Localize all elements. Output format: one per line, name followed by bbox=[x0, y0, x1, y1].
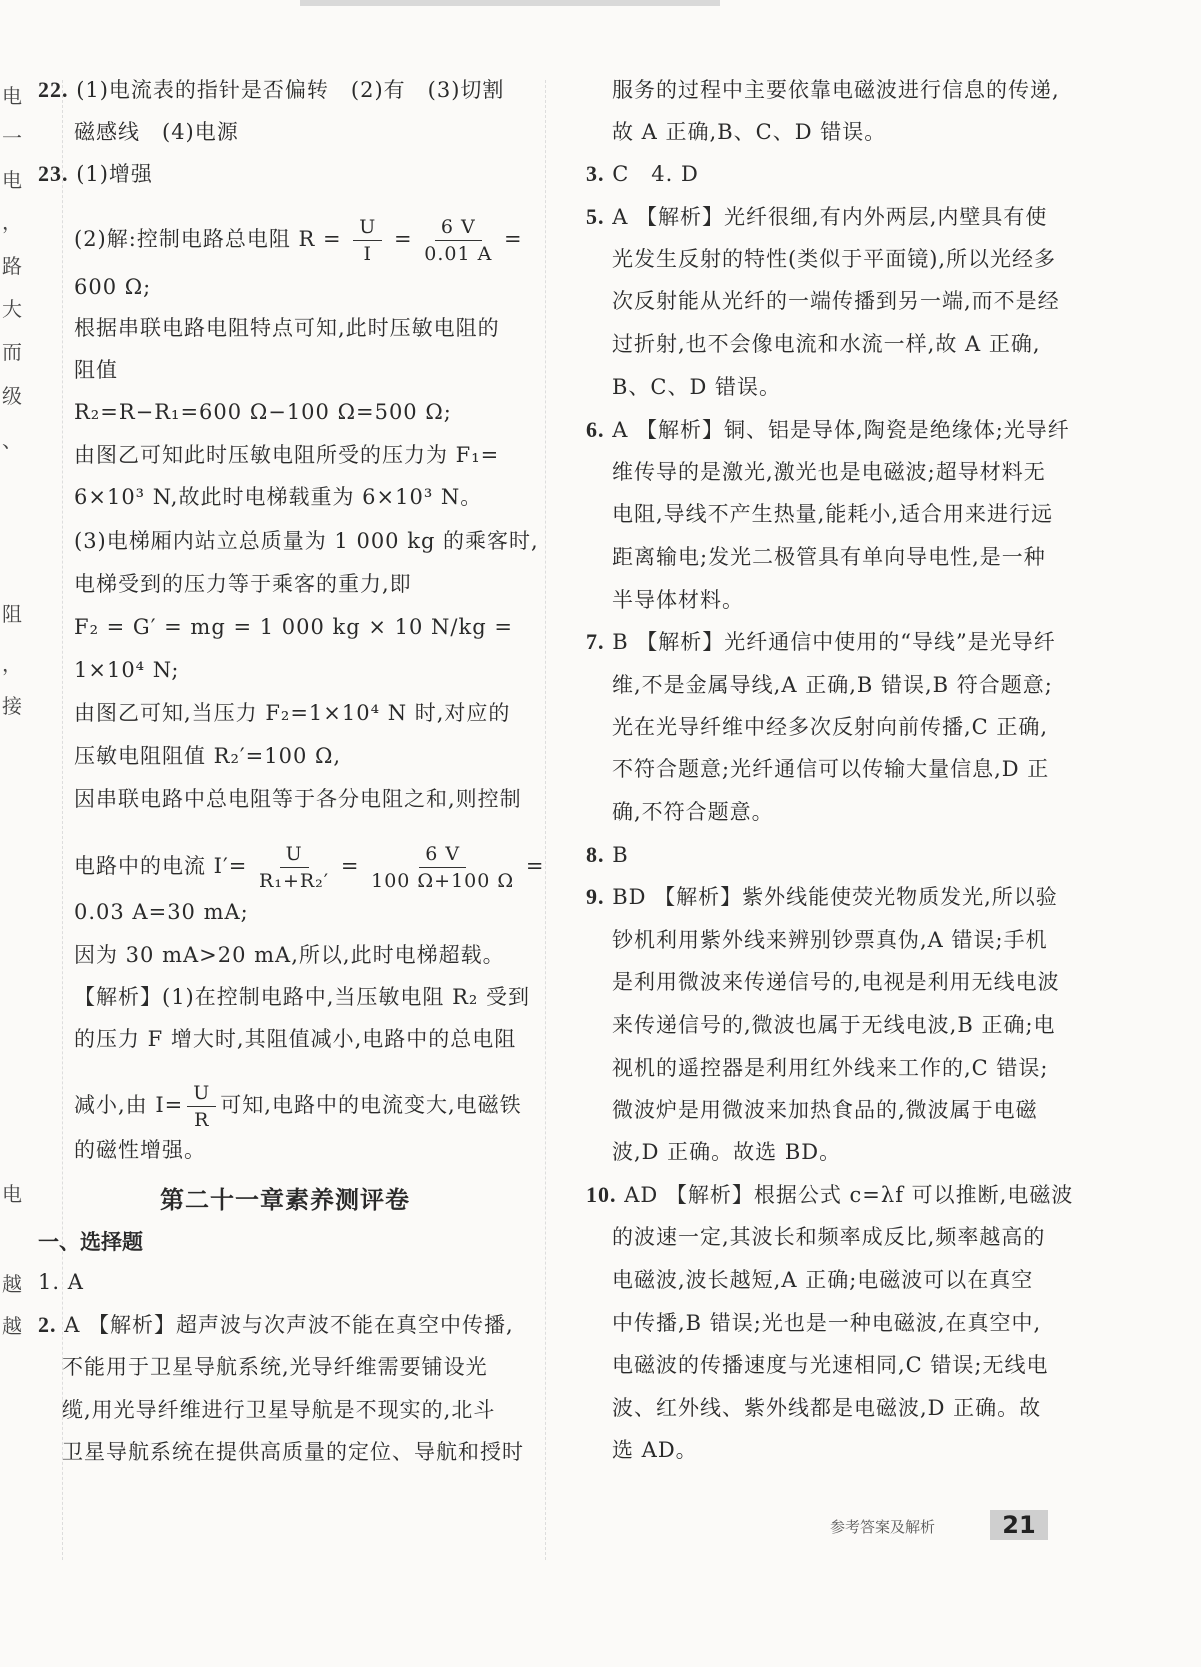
numerator: U bbox=[187, 1080, 216, 1107]
answer-text: 的波速一定,其波长和频率成反比,频率越高的 bbox=[612, 1225, 1046, 1249]
answer-text: 来传递信号的,微波也属于无线电波,B 正确;电 bbox=[612, 1013, 1056, 1037]
denominator: I bbox=[363, 243, 373, 265]
question-number: 7. bbox=[586, 629, 605, 654]
answer-text: 电磁波,波长越短,A 正确;电磁波可以在真空 bbox=[612, 1268, 1034, 1292]
question-number: 23. bbox=[38, 161, 69, 186]
answer-line bbox=[612, 117, 886, 147]
question-number: 2. bbox=[38, 1312, 57, 1337]
answer-text: A 【解析】超声波与次声波不能在真空中传播, bbox=[64, 1313, 514, 1337]
answer-line bbox=[612, 286, 1060, 316]
answer-text: B bbox=[612, 843, 629, 867]
answer-text: 次反射能从光纤的一端传播到另一端,而不是经 bbox=[612, 289, 1060, 313]
answer-line bbox=[612, 925, 1048, 955]
answer-text: 过折射,也不会像电流和水流一样,故 A 正确, bbox=[612, 332, 1041, 356]
edge-fragment: 阻 bbox=[2, 602, 22, 626]
denominator: R₁+R₂′ bbox=[259, 870, 330, 892]
answer-text: R₂=R−R₁=600 Ω−100 Ω=500 Ω; bbox=[74, 400, 452, 424]
answer-line bbox=[612, 1222, 1045, 1252]
answer-text: 卫星导航系统在提供高质量的定位、导航和授时 bbox=[62, 1440, 524, 1464]
question-number: 10. bbox=[586, 1182, 617, 1207]
answer-text: C 4. D bbox=[612, 162, 699, 186]
analysis-text: 的磁性增强。 bbox=[74, 1138, 206, 1162]
formula-line bbox=[74, 841, 544, 894]
answer-line bbox=[612, 1435, 698, 1465]
denominator: 100 Ω+100 Ω bbox=[371, 870, 515, 892]
answer-text: 光发生反射的特性(类似于平面镜),所以光经多 bbox=[612, 247, 1057, 271]
answer-text: 6×10³ N,故此时电梯载重为 6×10³ N。 bbox=[74, 485, 483, 509]
answer-text: 波、红外线、紫外线都是电磁波,D 正确。故 bbox=[612, 1396, 1042, 1420]
analysis-text: 减小,由 I= bbox=[74, 1093, 184, 1117]
top-edge-bar bbox=[300, 0, 720, 6]
answer-text: A 【解析】光纤很细,有内外两层,内壁具有使 bbox=[612, 205, 1048, 229]
fraction bbox=[259, 841, 329, 894]
fraction bbox=[353, 214, 382, 267]
answer-line bbox=[612, 244, 1056, 274]
answer-text: F₂ = G′ = mg = 1 000 kg × 10 N/kg = bbox=[74, 615, 513, 639]
analysis-text: 的压力 F 增大时,其阻值减小,电路中的总电阻 bbox=[74, 1027, 517, 1051]
numerator: 6 V bbox=[419, 841, 466, 868]
answer-text: 是利用微波来传递信号的,电视是利用无线电波 bbox=[612, 970, 1060, 994]
answer-line bbox=[612, 329, 1041, 359]
question-number: 5. bbox=[586, 204, 605, 229]
answer-text: B、C、D 错误。 bbox=[612, 375, 782, 399]
equals: = bbox=[504, 227, 523, 251]
answer-text: 0.03 A=30 mA; bbox=[74, 900, 249, 924]
answer-text: 压敏电阻阻值 R₂′=100 Ω, bbox=[74, 744, 342, 768]
answer-text: AD 【解析】根据公式 c=λf 可以推断,电磁波 bbox=[624, 1183, 1074, 1207]
answer-line bbox=[612, 1393, 1041, 1423]
answer-line bbox=[586, 159, 699, 189]
answer-text: 不符合题意;光纤通信可以传输大量信息,D 正 bbox=[612, 757, 1050, 781]
answer-text: (2)解:控制电路总电阻 R = bbox=[74, 227, 342, 251]
answer-text: 半导体材料。 bbox=[612, 588, 744, 612]
answer-line bbox=[612, 967, 1060, 997]
answer-line bbox=[612, 499, 1053, 529]
question-number: 6. bbox=[586, 417, 605, 442]
answer-text: 维,不是金属导线,A 正确,B 错误,B 符合题意; bbox=[612, 673, 1053, 697]
answer-line bbox=[612, 457, 1046, 487]
answer-line bbox=[612, 1010, 1056, 1040]
answer-line bbox=[612, 542, 1046, 572]
answer-text: (1)增强 bbox=[76, 162, 153, 186]
answer-text: 微波炉是用微波来加热食品的,微波属于电磁 bbox=[612, 1098, 1038, 1122]
formula-line bbox=[74, 214, 523, 267]
answer-text: 阻值 bbox=[74, 358, 118, 382]
edge-fragment: 路 bbox=[2, 254, 22, 278]
answer-text: 由图乙可知,当压力 F₂=1×10⁴ N 时,对应的 bbox=[74, 701, 511, 725]
answer-text: 距离输电;发光二极管具有单向导电性,是一种 bbox=[612, 545, 1046, 569]
analysis-text: 可知,电路中的电流变大,电磁铁 bbox=[220, 1093, 522, 1117]
footer-label: 参考答案及解析 bbox=[830, 1518, 936, 1536]
chapter-title: 第二十一章素养测评卷 bbox=[160, 1186, 410, 1214]
answer-text: 缆,用光导纤维进行卫星导航是不现实的,北斗 bbox=[62, 1398, 496, 1422]
answer-text: 确,不符合题意。 bbox=[612, 800, 774, 824]
equals: = bbox=[340, 854, 360, 878]
answer-text: 中传播,B 错误;光也是一种电磁波,在真空中, bbox=[612, 1311, 1042, 1335]
numerator: 6 V bbox=[435, 214, 482, 241]
answer-text: 根据串联电路电阻特点可知,此时压敏电阻的 bbox=[74, 316, 500, 340]
answer-text: 因串联电路中总电阻等于各分电阻之和,则控制 bbox=[74, 787, 522, 811]
answer-line bbox=[586, 627, 1056, 657]
answer-text: 由图乙可知此时压敏电阻所受的压力为 F₁= bbox=[74, 443, 500, 467]
answer-line bbox=[612, 1095, 1038, 1125]
answer-line bbox=[612, 372, 781, 402]
answer-line bbox=[612, 712, 1048, 742]
numerator: U bbox=[353, 214, 382, 241]
edge-fragment: 电 bbox=[2, 84, 22, 108]
answer-line bbox=[586, 202, 1047, 232]
answer-text: 维传导的是激光,激光也是电磁波;超导材料无 bbox=[612, 460, 1046, 484]
answer-line bbox=[586, 415, 1070, 445]
numerator: U bbox=[280, 841, 309, 868]
column-divider bbox=[545, 80, 546, 1560]
edge-fragment: 接 bbox=[2, 694, 22, 718]
fraction bbox=[424, 214, 492, 267]
answer-text: 故 A 正确,B、C、D 错误。 bbox=[612, 120, 887, 144]
fraction bbox=[187, 1080, 216, 1133]
answer-text: A 【解析】铜、铝是导体,陶瓷是绝缘体;光导纤 bbox=[612, 418, 1070, 442]
answer-text: 1. A bbox=[38, 1270, 84, 1294]
answer-text: 不能用于卫星导航系统,光导纤维需要铺设光 bbox=[62, 1355, 488, 1379]
section-heading: 一、选择题 bbox=[38, 1230, 143, 1254]
edge-fragment: ， bbox=[2, 652, 22, 676]
formula-line bbox=[74, 1080, 522, 1133]
answer-line bbox=[612, 75, 1060, 105]
question-number: 8. bbox=[586, 842, 605, 867]
answer-line bbox=[612, 585, 744, 615]
edge-fragment: 越 bbox=[2, 1272, 22, 1296]
answer-text: 波,D 正确。故选 BD。 bbox=[612, 1140, 842, 1164]
answer-line bbox=[586, 840, 629, 870]
question-number: 22. bbox=[38, 77, 69, 102]
edge-fragment: 、 bbox=[2, 428, 22, 452]
edge-fragment: 一 bbox=[2, 126, 22, 150]
denominator: R bbox=[194, 1109, 210, 1131]
answer-text: 磁感线 (4)电源 bbox=[74, 120, 239, 144]
edge-fragment: 越 bbox=[2, 1314, 22, 1338]
answer-line bbox=[612, 1350, 1049, 1380]
question-number: 3. bbox=[586, 161, 605, 186]
answer-line bbox=[586, 882, 1058, 912]
answer-line bbox=[612, 670, 1053, 700]
edge-fragment: 级 bbox=[2, 384, 22, 408]
answer-text: BD 【解析】紫外线能使荧光物质发光,所以验 bbox=[612, 885, 1058, 909]
answer-text: 电路中的电流 I′= bbox=[74, 854, 248, 878]
answer-line bbox=[612, 797, 774, 827]
edge-fragment: 而 bbox=[2, 340, 22, 364]
analysis-text: 【解析】(1)在控制电路中,当压敏电阻 R₂ 受到 bbox=[74, 985, 531, 1009]
answer-line bbox=[612, 1137, 841, 1167]
answer-line bbox=[586, 1180, 1073, 1210]
answer-text: 钞机利用紫外线来辨别钞票真伪,A 错误;手机 bbox=[612, 928, 1048, 952]
answer-line bbox=[612, 754, 1049, 784]
edge-fragment: 电 bbox=[2, 168, 22, 192]
answer-line bbox=[612, 1053, 1049, 1083]
equals: = bbox=[393, 227, 413, 251]
fraction bbox=[371, 841, 514, 894]
edge-fragment: 电 bbox=[2, 1182, 22, 1206]
answer-text: (3)电梯厢内站立总质量为 1 000 kg 的乘客时, bbox=[74, 529, 539, 553]
edge-fragment: 大 bbox=[2, 297, 22, 321]
answer-text: 电梯受到的压力等于乘客的重力,即 bbox=[74, 572, 412, 596]
edge-fragment: ， bbox=[2, 210, 22, 234]
answer-text: 服务的过程中主要依靠电磁波进行信息的传递, bbox=[612, 78, 1060, 102]
page-number: 21 bbox=[990, 1510, 1048, 1540]
answer-text: 视机的遥控器是利用红外线来工作的,C 错误; bbox=[612, 1056, 1049, 1080]
answer-line bbox=[612, 1308, 1041, 1338]
answer-text: 光在光导纤维中经多次反射向前传播,C 正确, bbox=[612, 715, 1049, 739]
answer-line bbox=[612, 1265, 1033, 1295]
answer-text: 600 Ω; bbox=[74, 275, 152, 299]
question-number: 9. bbox=[586, 884, 605, 909]
equals: = bbox=[525, 854, 545, 878]
answer-text: 电磁波的传播速度与光速相同,C 错误;无线电 bbox=[612, 1353, 1049, 1377]
denominator: 0.01 A bbox=[424, 243, 493, 265]
answer-text: 电阻,导线不产生热量,能耗小,适合用来进行远 bbox=[612, 502, 1054, 526]
answer-text: 选 AD。 bbox=[612, 1438, 698, 1462]
answer-text: B 【解析】光纤通信中使用的“导线”是光导纤 bbox=[612, 630, 1056, 654]
answer-text: 因为 30 mA>20 mA,所以,此时电梯超载。 bbox=[74, 943, 505, 967]
answer-text: 1×10⁴ N; bbox=[74, 658, 180, 682]
answer-text: (1)电流表的指针是否偏转 (2)有 (3)切割 bbox=[76, 78, 505, 102]
